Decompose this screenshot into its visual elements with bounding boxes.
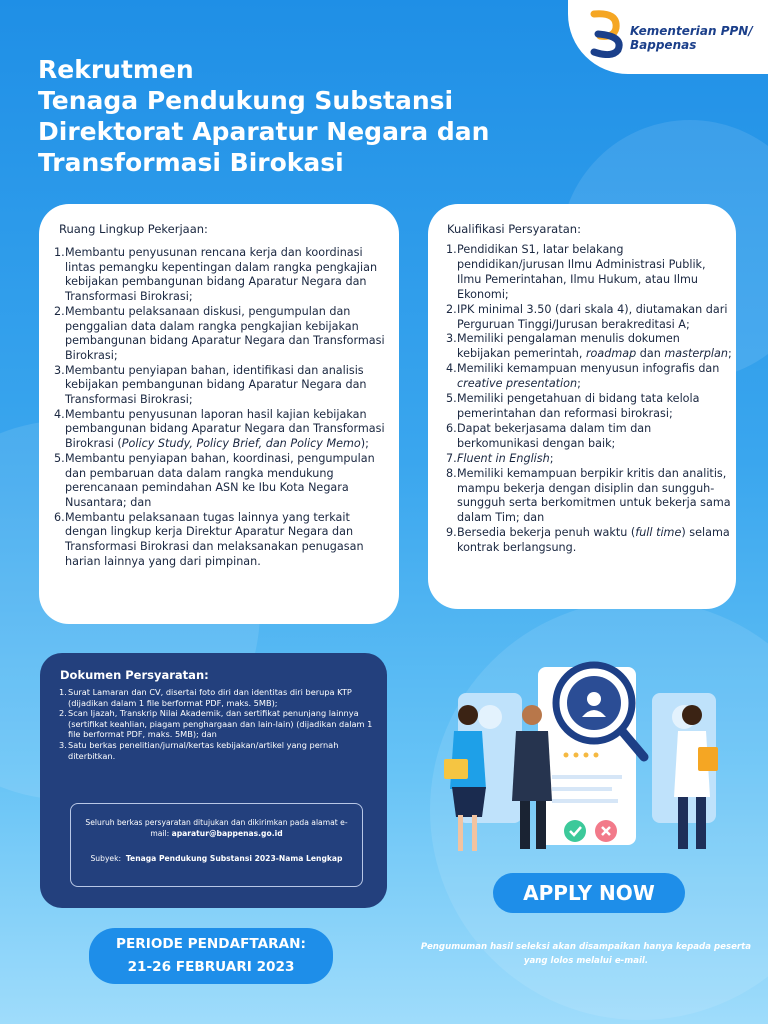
bappenas-logo-icon	[588, 8, 628, 58]
qualification-item	[446, 422, 732, 452]
item-number: 3.	[59, 739, 67, 750]
item-text-italic: roadmap	[585, 347, 637, 361]
submission-text	[71, 817, 362, 839]
item-text: Satu berkas penelitian/jurnal/kertas kebijakan/artikel yang pernah diterbitkan.	[68, 739, 339, 761]
qualification-item	[446, 362, 732, 392]
item-text: Membantu pelaksanaan diskusi, pengumpulan dan penggalian data dalam rangka pengkajian kebijakan pembangunan bidang Aparatur Negara dan Transformasi Birokrasi;	[65, 304, 385, 362]
item-number: 2.	[54, 304, 65, 318]
document-item	[59, 687, 377, 708]
item-text-italic: full time	[635, 526, 682, 540]
item-text: ;	[577, 377, 581, 391]
item-text: ;	[549, 451, 554, 465]
item-number: 2.	[446, 302, 457, 316]
item-number: 5.	[54, 451, 65, 465]
qualification-item	[446, 467, 732, 527]
item-number: 6.	[446, 421, 457, 435]
subject-label: Subyek:	[90, 854, 122, 863]
title-line4: Transformasi Birokasi	[38, 148, 344, 177]
announcement-note: Pengumuman hasil seleksi akan disampaikan hanya kepada peserta yang lolos melalui e-mail.	[420, 942, 752, 966]
qualifications-card	[428, 204, 736, 609]
period-dates: 21-26 FEBRUARI 2023	[127, 959, 295, 975]
item-text: ;	[727, 347, 732, 361]
registration-period	[89, 928, 333, 984]
item-number: 2.	[59, 708, 67, 719]
qualification-item	[446, 392, 732, 422]
title-line2: Tenaga Pendukung Substansi	[38, 86, 454, 115]
documents-list	[59, 687, 377, 761]
item-number: 4.	[446, 362, 457, 376]
qualification-item	[446, 332, 732, 362]
item-number: 5.	[446, 392, 457, 406]
item-text: Dapat bekerjasama dalam tim dan berkomunikasi dengan baik;	[457, 421, 652, 450]
subject-value: Tenaga Pendukung Substansi 2023-Nama Lengkap	[125, 854, 343, 863]
item-text: dan	[636, 347, 665, 361]
recruitment-illustration	[420, 655, 750, 860]
qualification-item	[446, 526, 732, 556]
qualifications-list	[446, 243, 732, 556]
documents-heading: Dokumen Persyaratan:	[60, 668, 209, 682]
item-number: 3.	[54, 363, 65, 377]
item-text-italic: Policy Study, Policy Brief, dan Policy Memo	[121, 437, 361, 451]
document-item	[59, 740, 377, 761]
item-text: IPK minimal 3.50 (dari skala 4), diutamakan dari Perguruan Tinggi/Jurusan berakreditasi A;	[457, 302, 728, 331]
item-text: Surat Lamaran dan CV, disertai foto diri dan identitas diri berupa KTP (dijadikan dalam 1 file berformat PDF, maks. 5MB);	[68, 687, 352, 708]
item-text: Membantu penyiapan bahan, identifikasi dan analisis kebijakan pembangunan bidang Aparatur Negara dan Transformasi Birokrasi;	[65, 363, 367, 407]
item-text-italic: creative presentation	[457, 377, 578, 391]
email-link[interactable]: aparatur@bappenas.go.id	[171, 829, 283, 838]
item-text: Memiliki kemampuan menyusun infografis dan	[457, 362, 720, 376]
note-text: Seluruh berkas persyaratan ditujukan dan dikirimkan pada alamat e-mail:	[85, 818, 348, 838]
item-number: 8.	[446, 466, 457, 480]
item-text: Scan Ijazah, Transkrip Nilai Akademik, dan sertifikat penunjang lainnya (sertifikat keahlian, piagam penghargaan dan lain-lain) (dijadikan dalam 1 file berformat PDF, maks. 5MB); dan	[68, 708, 373, 740]
scope-item	[54, 408, 394, 452]
submission-note	[70, 803, 363, 887]
qualification-item	[446, 452, 732, 467]
item-text-italic: masterplan	[664, 347, 728, 361]
page-title	[38, 54, 489, 178]
item-text: Membantu penyusunan laporan hasil kajian kebijakan pembangunan bidang Aparatur Negara dan Transformasi Birokrasi (	[65, 407, 385, 451]
item-number: 1.	[446, 243, 457, 256]
apply-now-button[interactable]: APPLY NOW	[493, 873, 685, 913]
item-text: );	[360, 437, 369, 451]
document-item	[59, 708, 377, 740]
scope-item	[54, 246, 394, 305]
item-text-italic: Fluent in English	[457, 451, 550, 465]
scope-item	[54, 452, 394, 511]
item-text: Membantu pelaksanaan tugas lainnya yang terkait dengan lingkup kerja Direktur Aparatur Negara dan Transformasi Birokrasi dan melaksanakan penugasan harian lainnya yang dari pimpinan.	[65, 510, 364, 568]
qualifications-heading: Kualifikasi Persyaratan:	[447, 222, 581, 236]
scope-list	[54, 246, 394, 569]
check-icon	[564, 820, 586, 842]
item-text: Membantu penyiapan bahan, koordinasi, pengumpulan dan pembaruan data dalam rangka mendukung perencanaan pemindahan ASN ke Ibu Kota Negara Nusantara; dan	[65, 451, 375, 509]
qualification-item	[446, 303, 732, 333]
period-label: PERIODE PENDAFTARAN:	[116, 936, 306, 952]
item-text: Pendidikan S1, latar belakang pendidikan/jurusan Ilmu Administrasi Publik, Ilmu Pemerintahan, Ilmu Hukum, atau Ilmu Ekonomi;	[457, 243, 706, 301]
scope-heading: Ruang Lingkup Pekerjaan:	[59, 222, 208, 236]
scope-item	[54, 305, 394, 364]
item-text: Membantu penyusunan rencana kerja dan koordinasi lintas pemangku kepentingan dalam rangka pengkajian kebijakan pembangunan bidang Aparatur Negara dan Transformasi Birokrasi;	[65, 246, 378, 304]
title-line1: Rekrutmen	[38, 55, 194, 84]
item-number: 4.	[54, 407, 65, 421]
scope-card	[39, 204, 399, 624]
title-line3: Direktorat Aparatur Negara dan	[38, 117, 490, 146]
qualification-item	[446, 243, 732, 303]
scope-item	[54, 511, 394, 570]
item-number: 6.	[54, 510, 65, 524]
item-number: 1.	[59, 687, 67, 697]
subject-line	[71, 854, 362, 863]
logo-text	[630, 24, 753, 52]
item-text: Memiliki kemampuan berpikir kritis dan analitis, mampu bekerja dengan disiplin dan sungguh-sungguh serta berkomitmen untuk bekerja sama dalam Tim; dan	[457, 466, 731, 525]
logo-line2: Bappenas	[630, 38, 697, 52]
logo-line1: Kementerian PPN/	[630, 24, 753, 38]
item-number: 3.	[446, 332, 457, 346]
item-number: 1.	[54, 246, 65, 259]
item-number: 7.	[446, 451, 457, 465]
item-text: Bersedia bekerja penuh waktu (	[457, 526, 636, 540]
item-text: Memiliki pengalaman menulis dokumen kebijakan pemerintah,	[457, 332, 680, 361]
item-text: ) selama kontrak berlangsung.	[457, 526, 730, 555]
scope-item	[54, 364, 394, 408]
documents-card	[40, 653, 387, 908]
item-number: 9.	[446, 526, 457, 540]
item-text: Memiliki pengetahuan di bidang tata kelola pemerintahan dan reformasi birokrasi;	[457, 392, 700, 420]
